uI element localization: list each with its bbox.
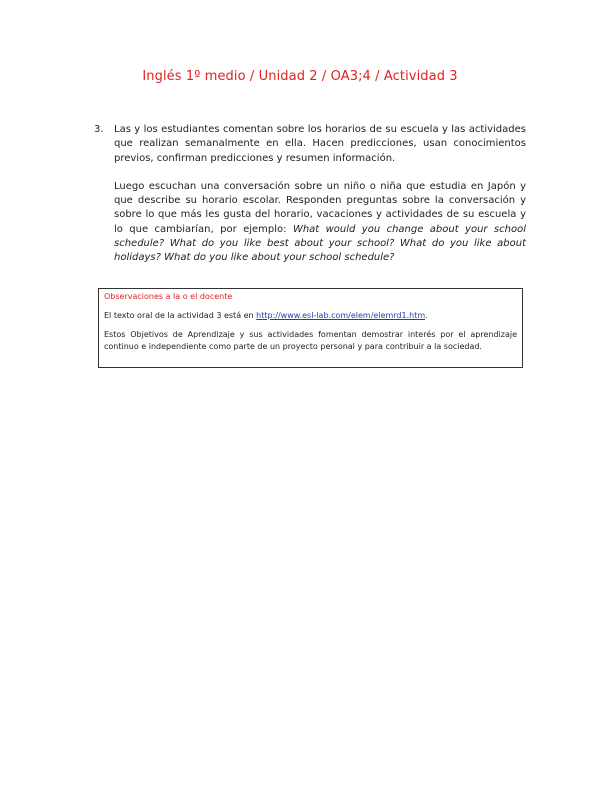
audio-source-line <box>104 310 517 322</box>
audio-source-suffix: . <box>425 311 428 320</box>
audio-source-prefix: El texto oral de la actividad 3 está en <box>104 311 257 320</box>
objectives-text: Estos Objetivos de Aprendizaje y sus actividades fomentan demostrar interés por el aprendizaje continuo e independiente como parte de un proyecto personal y para contribuir a la sociedad. <box>104 330 517 351</box>
activity-number: 3. <box>94 124 104 135</box>
page-title: Inglés 1º medio / Unidad 2 / OA3;4 / Actividad 3 <box>142 69 458 84</box>
activity-paragraph-2-intro: Luego escuchan una conversación sobre un niño o niña que estudia en Japón y que describe su horario escolar. Responden preguntas sobre la conversación y sobre lo que más les gusta del horario, vacaciones y actividades de su escuela y lo que cambiarían, por ejemplo: <box>114 180 526 235</box>
activity-item <box>94 123 526 280</box>
activity-paragraph-2 <box>114 180 526 266</box>
example-questions: What would you change about your school schedule? What do you like best about your school? What do you like about holidays? What do you like about your school schedule? <box>114 223 526 264</box>
audio-source-link[interactable]: http://www.esl-lab.com/elem/elemrd1.htm <box>256 311 426 320</box>
activity-body <box>114 123 526 266</box>
teacher-notes-box <box>98 288 523 368</box>
teacher-notes-title: Observaciones a la o el docente <box>104 292 233 301</box>
activity-paragraph-1: Las y los estudiantes comentan sobre los horarios de su escuela y las actividades que realizan semanalmente en ella. Hacen predicciones, usan conocimientos previos, confirman predicciones y resumen información. <box>114 124 526 164</box>
